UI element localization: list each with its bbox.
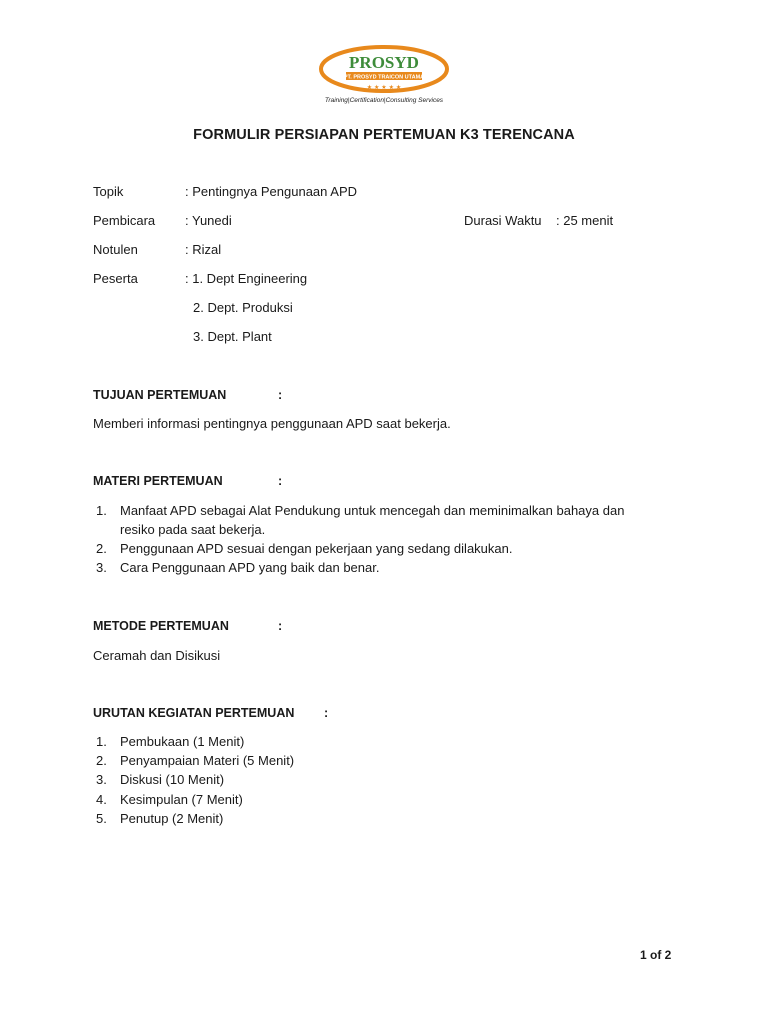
logo-graphic	[318, 44, 450, 94]
peserta-item-3: 3. Dept. Plant	[193, 329, 272, 344]
metode-colon: :	[278, 619, 283, 633]
list-item-number: 2.	[96, 753, 107, 768]
list-item: Cara Penggunaan APD yang baik dan benar.	[120, 560, 380, 575]
list-item: Penutup (2 Menit)	[120, 811, 224, 826]
list-item: Manfaat APD sebagai Alat Pendukung untuk mencegah dan meminimalkan bahaya dan	[120, 503, 625, 518]
materi-heading: MATERI PERTEMUAN	[93, 474, 223, 488]
list-item-number: 1.	[96, 503, 107, 518]
list-item-number: 1.	[96, 734, 107, 749]
list-item: Penyampaian Materi (5 Menit)	[120, 753, 295, 768]
tujuan-text: Memberi informasi pentingnya penggunaan APD saat bekerja.	[93, 416, 451, 431]
urutan-heading: URUTAN KEGIATAN PERTEMUAN	[93, 706, 295, 720]
durasi-value: : 25 menit	[556, 213, 614, 228]
notulen-value: : Rizal	[185, 242, 222, 257]
logo-company-text: PT. PROSYD TRAICON UTAMA	[343, 74, 425, 81]
durasi-label: Durasi Waktu	[464, 213, 542, 228]
document-title: FORMULIR PERSIAPAN PERTEMUAN K3 TERENCANA	[193, 127, 575, 143]
peserta-label: Peserta	[93, 271, 138, 286]
notulen-label: Notulen	[93, 242, 138, 257]
company-logo	[318, 44, 450, 94]
list-item-number: 3.	[96, 772, 107, 787]
list-item-number: 2.	[96, 541, 107, 556]
list-item: Penggunaan APD sesuai dengan pekerjaan yang sedang dilakukan.	[120, 541, 513, 556]
list-item-number: 3.	[96, 560, 107, 575]
peserta-item-1: : 1. Dept Engineering	[185, 271, 308, 286]
tujuan-colon: :	[278, 388, 283, 402]
topik-value: : Pentingnya Pengunaan APD	[185, 184, 358, 199]
page-number: 1 of 2	[640, 948, 672, 962]
pembicara-label: Pembicara	[93, 213, 156, 228]
metode-heading: METODE PERTEMUAN	[93, 619, 229, 633]
urutan-colon: :	[324, 706, 329, 720]
list-item: Diskusi (10 Menit)	[120, 772, 225, 787]
topik-label: Topik	[93, 184, 124, 199]
peserta-item-2: 2. Dept. Produksi	[193, 300, 293, 315]
materi-colon: :	[278, 474, 283, 488]
logo-stars	[367, 84, 402, 91]
pembicara-value: : Yunedi	[185, 213, 232, 228]
logo-brand-text: PROSYD	[349, 53, 419, 72]
list-item: Kesimpulan (7 Menit)	[120, 792, 243, 807]
list-item-continuation: resiko pada saat bekerja.	[120, 522, 266, 537]
svg-text:★ ★ ★ ★ ★: ★ ★ ★ ★ ★	[366, 84, 402, 91]
list-item-number: 5.	[96, 811, 107, 826]
metode-text: Ceramah dan Disikusi	[93, 648, 221, 663]
list-item: Pembukaan (1 Menit)	[120, 734, 245, 749]
logo-tagline: Training|Certification|Consulting Services	[324, 97, 444, 104]
list-item-number: 4.	[96, 792, 107, 807]
tujuan-heading: TUJUAN PERTEMUAN	[93, 388, 227, 402]
